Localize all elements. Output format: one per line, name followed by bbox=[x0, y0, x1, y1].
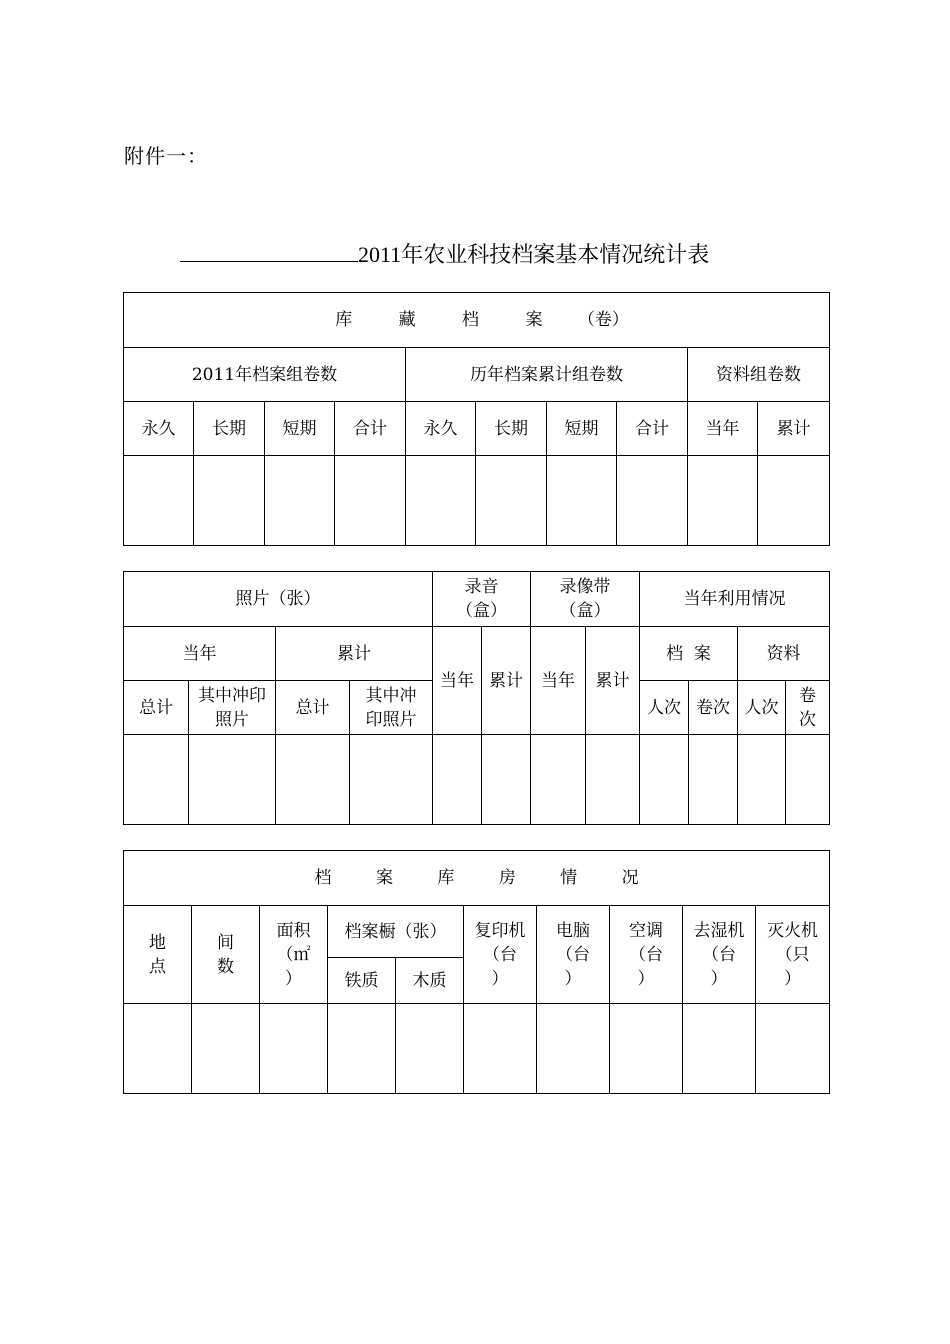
storage-header-char: 况 bbox=[621, 868, 639, 888]
photo-total bbox=[124, 681, 189, 735]
storage-header bbox=[124, 851, 830, 906]
input-cell[interactable] bbox=[547, 456, 617, 546]
group-2011: 2011年档案组卷数 bbox=[124, 348, 406, 402]
input-cell[interactable] bbox=[189, 735, 276, 825]
location-line1: 地 bbox=[149, 932, 166, 953]
location-col bbox=[124, 906, 192, 1004]
storage-header-char: 情 bbox=[560, 868, 578, 888]
col-cumulative: 累计 bbox=[758, 402, 830, 456]
video-header bbox=[531, 572, 640, 627]
cabinet-wood: 木质 bbox=[396, 958, 464, 1004]
extinguisher-line2: （只 bbox=[775, 944, 810, 965]
photo-printed bbox=[189, 681, 276, 735]
extinguisher-col bbox=[756, 906, 830, 1004]
usage-material-visits bbox=[738, 681, 786, 735]
audio-header-line2: （盒） bbox=[456, 601, 507, 621]
storage-room-table bbox=[123, 850, 830, 1094]
document-title bbox=[180, 238, 709, 269]
area-col bbox=[260, 906, 328, 1004]
storage-header-char: 库 bbox=[437, 868, 455, 888]
input-cell[interactable] bbox=[537, 1004, 610, 1094]
area-line3: ） bbox=[285, 968, 302, 989]
col-short-term: 短期 bbox=[547, 402, 617, 456]
holdings-header-char: 库 bbox=[335, 310, 353, 330]
photo-cum-printed-line1: 其中冲 bbox=[365, 685, 417, 706]
title-text: 年农业科技档案基本情况统计表 bbox=[401, 243, 710, 268]
aircon-line3: ） bbox=[637, 968, 655, 989]
col-short-term: 短期 bbox=[265, 402, 335, 456]
input-cell[interactable] bbox=[738, 735, 786, 825]
aircon-col bbox=[610, 906, 683, 1004]
computer-line2: （台 bbox=[556, 944, 590, 965]
photo-cum-printed bbox=[350, 681, 433, 735]
col-total: 合计 bbox=[335, 402, 406, 456]
video-header-line1: 录像带 bbox=[559, 577, 611, 597]
input-cell[interactable] bbox=[350, 735, 433, 825]
photo-printed-line2: 照片 bbox=[215, 709, 249, 730]
usage-archive: 档 案 bbox=[640, 627, 738, 681]
photo-cum-total bbox=[276, 681, 350, 735]
input-cell[interactable] bbox=[482, 735, 531, 825]
cabinet-col: 档案橱（张） bbox=[328, 906, 464, 958]
usage-material-visits-label: 人次 bbox=[744, 697, 779, 718]
copier-line1: 复印机 bbox=[474, 920, 526, 941]
audio-cumulative: 累计 bbox=[482, 627, 531, 735]
input-cell[interactable] bbox=[194, 456, 265, 546]
usage-archive-volumes bbox=[689, 681, 738, 735]
audio-header-line1: 录音 bbox=[464, 577, 499, 597]
holdings-header bbox=[124, 293, 830, 348]
input-cell[interactable] bbox=[683, 1004, 756, 1094]
computer-line1: 电脑 bbox=[556, 920, 590, 941]
aircon-line1: 空调 bbox=[629, 920, 663, 941]
photo-cum-printed-line2: 印照片 bbox=[365, 709, 417, 730]
cabinet-iron: 铁质 bbox=[328, 958, 396, 1004]
col-current-year: 当年 bbox=[688, 402, 758, 456]
usage-material: 资料 bbox=[738, 627, 830, 681]
copier-line3: ） bbox=[491, 968, 509, 989]
extinguisher-line1: 灭火机 bbox=[767, 920, 819, 941]
media-usage-table bbox=[123, 571, 830, 825]
rooms-col bbox=[192, 906, 260, 1004]
photo-header: 照片（张） bbox=[124, 572, 433, 627]
dehumidifier-col bbox=[683, 906, 756, 1004]
area-line2: （㎡ bbox=[276, 944, 311, 965]
input-cell[interactable] bbox=[586, 735, 640, 825]
input-cell[interactable] bbox=[124, 1004, 192, 1094]
audio-current-year: 当年 bbox=[433, 627, 482, 735]
photo-current-year: 当年 bbox=[124, 627, 276, 681]
storage-header-char: 档 bbox=[314, 868, 332, 888]
storage-header-char: 房 bbox=[498, 868, 516, 888]
input-cell[interactable] bbox=[688, 456, 758, 546]
rooms-line2: 数 bbox=[217, 956, 234, 977]
col-permanent: 永久 bbox=[406, 402, 476, 456]
computer-line3: ） bbox=[564, 968, 582, 989]
copier-line2: （台 bbox=[483, 944, 517, 965]
input-cell[interactable] bbox=[610, 1004, 683, 1094]
video-current-year: 当年 bbox=[531, 627, 586, 735]
video-header-line2: （盒） bbox=[559, 601, 611, 621]
input-cell[interactable] bbox=[531, 735, 586, 825]
photo-printed-line1: 其中冲印 bbox=[198, 685, 266, 706]
input-cell[interactable] bbox=[406, 456, 476, 546]
location-line2: 点 bbox=[149, 956, 166, 977]
col-permanent: 永久 bbox=[124, 402, 194, 456]
group-materials: 资料组卷数 bbox=[688, 348, 830, 402]
input-cell[interactable] bbox=[276, 735, 350, 825]
photo-cumulative: 累计 bbox=[276, 627, 433, 681]
input-cell[interactable] bbox=[640, 735, 689, 825]
usage-header: 当年利用情况 bbox=[640, 572, 830, 627]
input-cell[interactable] bbox=[758, 456, 830, 546]
aircon-line2: （台 bbox=[629, 944, 663, 965]
rooms-line1: 间 bbox=[217, 932, 234, 953]
holdings-header-char: 档 bbox=[462, 310, 480, 330]
title-year: 2011 bbox=[358, 242, 402, 267]
audio-header bbox=[433, 572, 531, 627]
input-cell[interactable] bbox=[192, 1004, 260, 1094]
extinguisher-line3: ） bbox=[784, 968, 802, 989]
col-total: 合计 bbox=[617, 402, 688, 456]
input-cell[interactable] bbox=[617, 456, 688, 546]
holdings-header-char: 藏 bbox=[398, 310, 416, 330]
storage-header-char: 案 bbox=[375, 868, 393, 888]
copier-col bbox=[464, 906, 537, 1004]
dehumidifier-line1: 去湿机 bbox=[693, 920, 745, 941]
usage-archive-visits-label: 人次 bbox=[647, 697, 681, 718]
input-cell[interactable] bbox=[786, 735, 830, 825]
dehumidifier-line2: （台 bbox=[702, 944, 736, 965]
usage-archive-volumes-label: 卷次 bbox=[696, 697, 730, 718]
usage-archive-visits bbox=[640, 681, 689, 735]
video-cumulative: 累计 bbox=[586, 627, 640, 735]
input-cell[interactable] bbox=[476, 456, 547, 546]
holdings-header-unit: （卷） bbox=[577, 310, 629, 330]
computer-col bbox=[537, 906, 610, 1004]
usage-material-volumes-line1: 卷 bbox=[799, 685, 816, 706]
input-cell[interactable] bbox=[260, 1004, 328, 1094]
archive-holdings-table bbox=[123, 292, 830, 546]
input-cell[interactable] bbox=[464, 1004, 537, 1094]
dehumidifier-line3: ） bbox=[710, 968, 728, 989]
group-historical: 历年档案累计组卷数 bbox=[406, 348, 688, 402]
photo-total-label: 总计 bbox=[139, 697, 173, 718]
usage-material-volumes bbox=[786, 681, 830, 735]
col-long-term: 长期 bbox=[476, 402, 547, 456]
area-line1: 面积 bbox=[276, 920, 311, 941]
input-cell[interactable] bbox=[124, 735, 189, 825]
attachment-label: 附件一： bbox=[124, 144, 208, 168]
photo-cum-total-label: 总计 bbox=[295, 697, 330, 718]
input-cell[interactable] bbox=[756, 1004, 830, 1094]
input-cell[interactable] bbox=[328, 1004, 396, 1094]
input-cell[interactable] bbox=[433, 735, 482, 825]
holdings-header-char: 案 bbox=[525, 310, 543, 330]
col-long-term: 长期 bbox=[194, 402, 265, 456]
usage-material-volumes-line2: 次 bbox=[799, 709, 816, 730]
input-cell[interactable] bbox=[335, 456, 406, 546]
input-cell[interactable] bbox=[124, 456, 194, 546]
unit-name-blank[interactable] bbox=[180, 241, 358, 262]
input-cell[interactable] bbox=[396, 1004, 464, 1094]
input-cell[interactable] bbox=[265, 456, 335, 546]
input-cell[interactable] bbox=[689, 735, 738, 825]
